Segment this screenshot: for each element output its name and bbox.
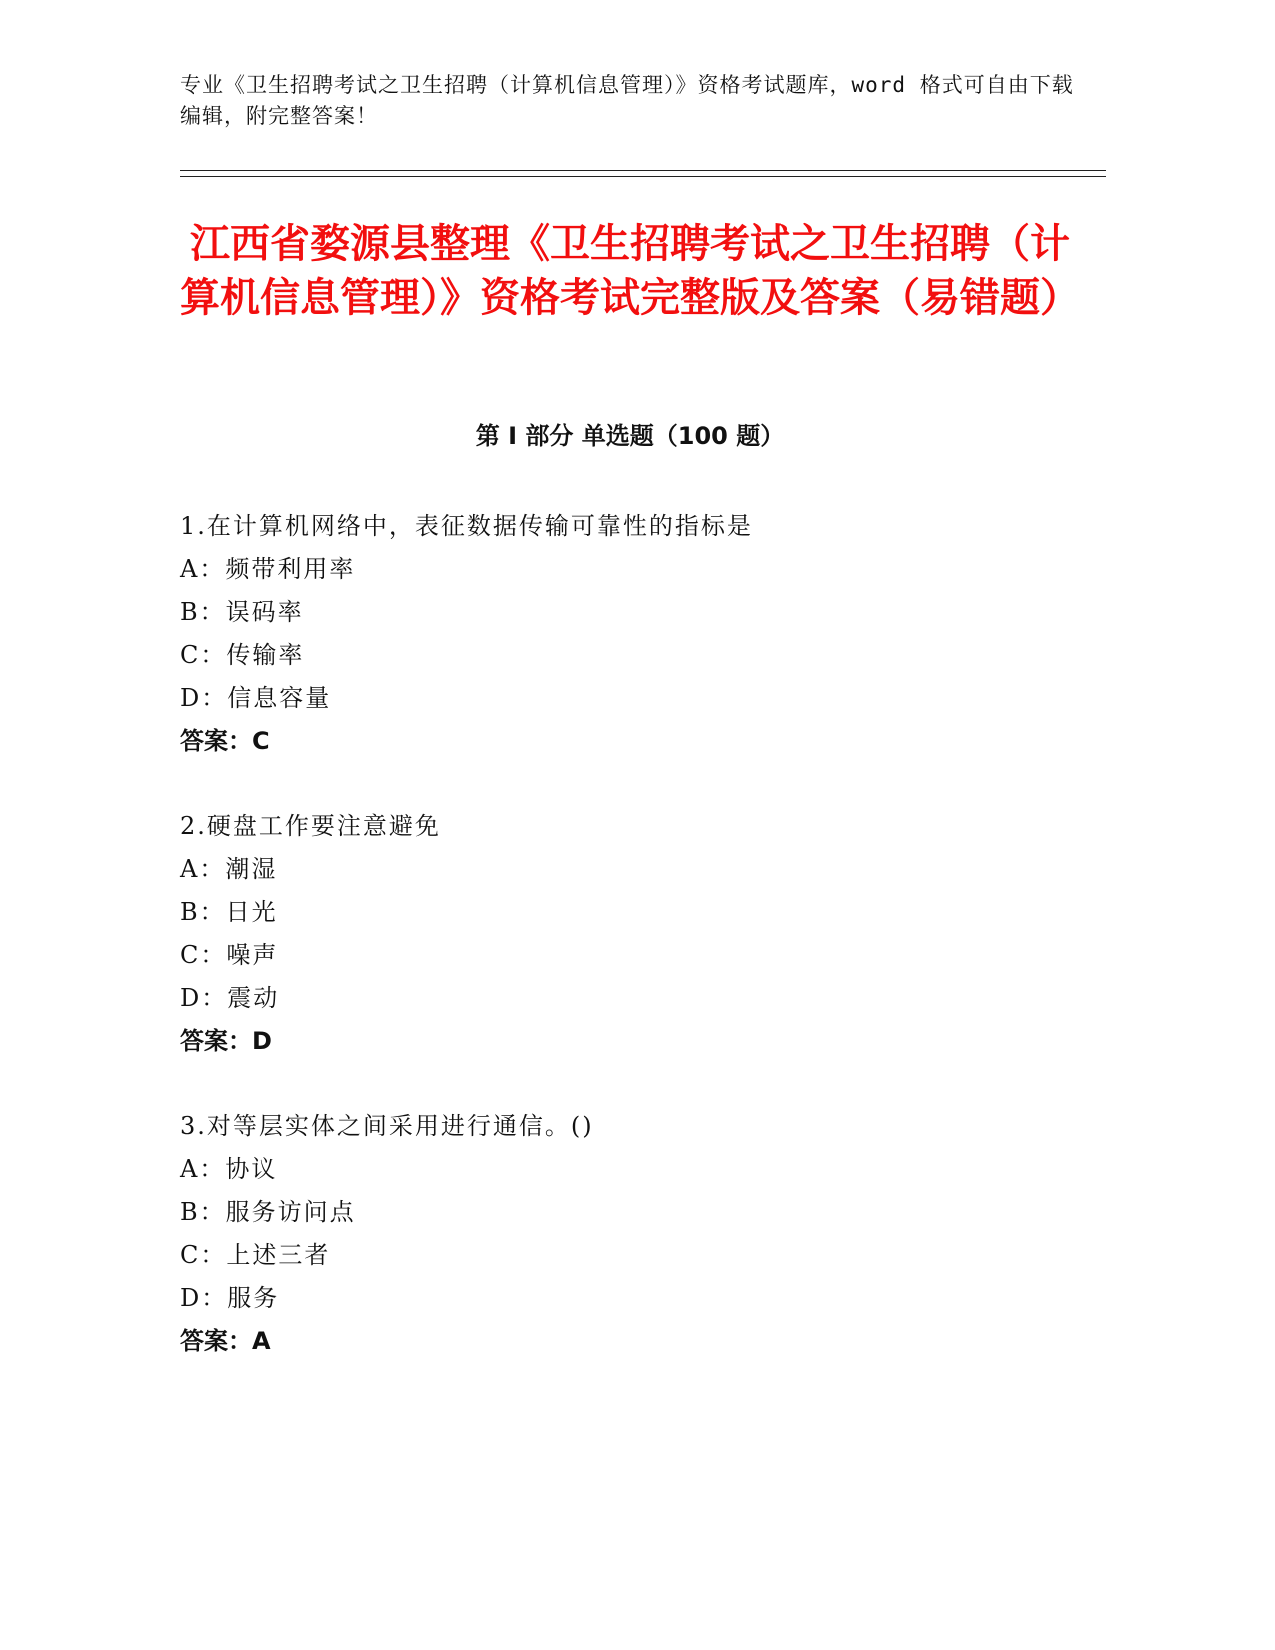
question-item-2 xyxy=(180,805,1080,1063)
header-divider-line-secondary xyxy=(180,176,1106,177)
option-d: D：震动 xyxy=(180,984,280,1012)
option-b: B：误码率 xyxy=(180,598,304,626)
question-text: 2.硬盘工作要注意避免 xyxy=(180,812,441,840)
option-d: D：信息容量 xyxy=(180,684,332,712)
answer-text: 答案：D xyxy=(180,1027,272,1055)
section-title: 第 I 部分 单选题（100 题） xyxy=(475,422,785,450)
option-a: A：协议 xyxy=(180,1155,278,1183)
document-title: 江西省婺源县整理《卫生招聘考试之卫生招聘（计算机信息管理）》资格考试完整版及答案（易错题） xyxy=(180,221,1080,321)
option-a: A：频带利用率 xyxy=(180,555,356,583)
question-list xyxy=(180,505,1080,1405)
header-divider-line xyxy=(180,170,1106,171)
question-text: 1.在计算机网络中，表征数据传输可靠性的指标是 xyxy=(180,512,753,540)
option-c: C：上述三者 xyxy=(180,1241,331,1269)
answer-text: 答案：C xyxy=(180,727,270,755)
question-text: 3.对等层实体之间采用进行通信。() xyxy=(180,1112,594,1140)
option-a: A：潮湿 xyxy=(180,855,278,883)
option-d: D：服务 xyxy=(180,1284,280,1312)
option-b: B：服务访问点 xyxy=(180,1198,356,1226)
question-item-1 xyxy=(180,505,1080,763)
option-c: C：噪声 xyxy=(180,941,279,969)
question-item-3 xyxy=(180,1105,1080,1363)
option-b: B：日光 xyxy=(180,898,278,926)
answer-text: 答案：A xyxy=(180,1327,271,1355)
document-header-note: 专业《卫生招聘考试之卫生招聘（计算机信息管理）》资格考试题库，word 格式可自由下载编辑，附完整答案！ xyxy=(180,73,1074,128)
option-c: C：传输率 xyxy=(180,641,305,669)
